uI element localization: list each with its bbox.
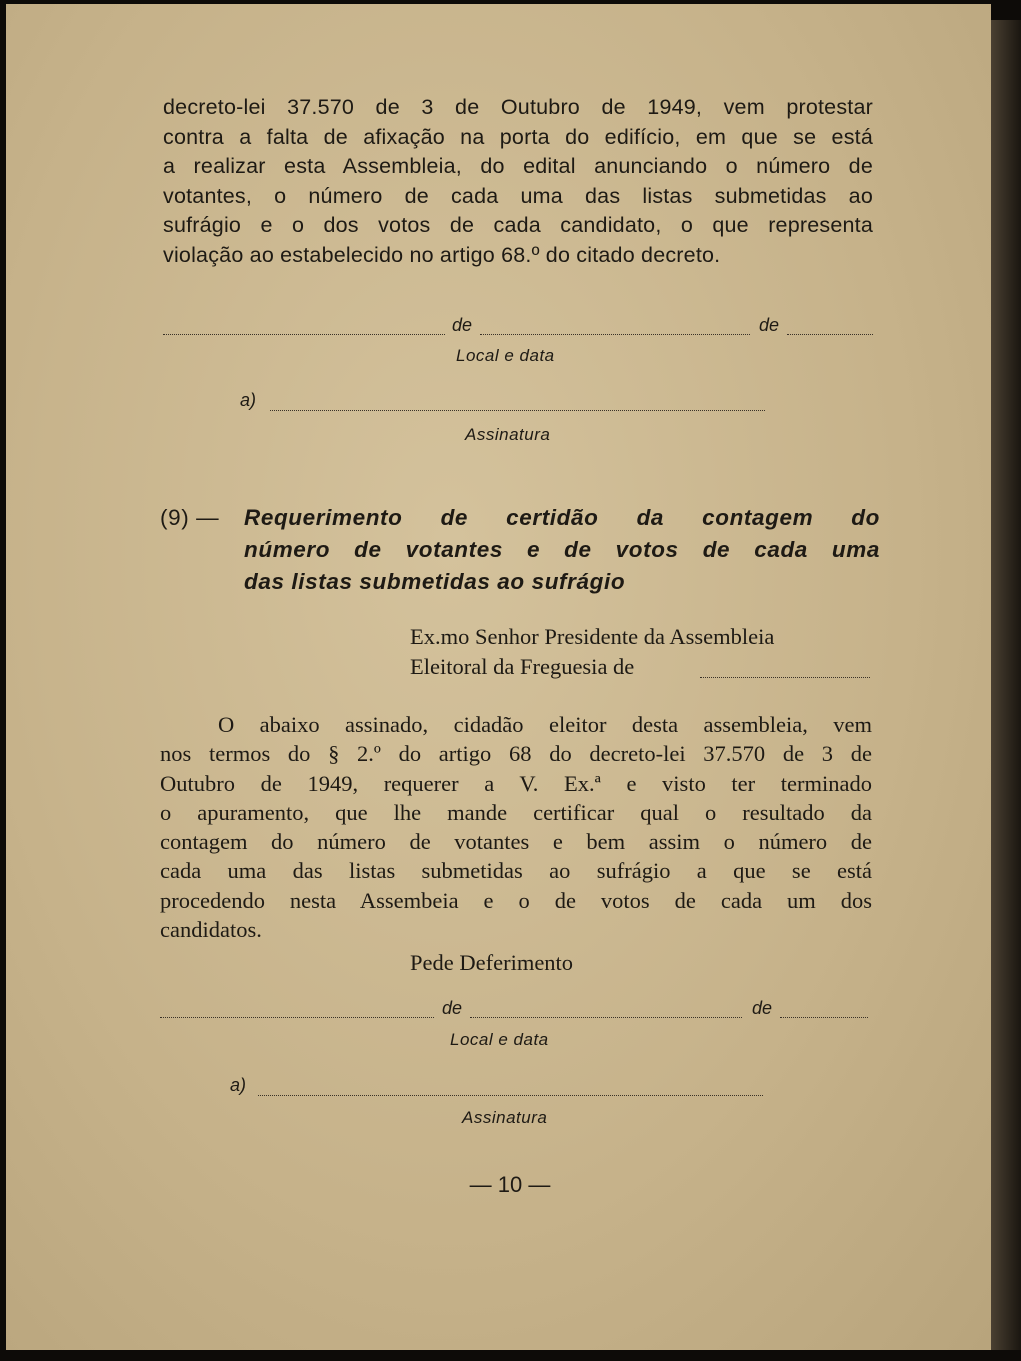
freguesia-blank	[700, 677, 870, 678]
intro-line: decreto-lei 37.570 de 3 de Outubro de 1949, vem protestar	[163, 95, 873, 119]
request-line: procedendo nesta Assembeia e o de votos de cada um dos	[160, 887, 872, 913]
request-line: o apuramento, que lhe mande certificar qual o resultado da	[160, 799, 872, 825]
intro-line: contra a falta de afixação na porta do edifício, em que se está	[163, 124, 873, 149]
section-title-line: das listas submetidas ao sufrágio	[244, 569, 626, 594]
page-number: — 10 —	[469, 1172, 551, 1197]
de-label: de	[452, 315, 473, 335]
de-label: de	[442, 998, 463, 1018]
intro-line: sufrágio e o dos votos de cada candidato, o que representa	[163, 213, 873, 237]
de-label: de	[759, 315, 780, 335]
closing-phrase: Pede Deferimento	[410, 950, 574, 975]
assinatura-caption: Assinatura	[465, 425, 551, 444]
place-blank-1	[163, 334, 445, 335]
de-label: de	[752, 998, 773, 1018]
request-line: nos termos do § 2.º do artigo 68 do decreto-lei 37.570 de 3 de	[160, 741, 872, 767]
addressee-line-1: Ex.mo Senhor Presidente da Assembleia	[410, 624, 775, 649]
request-paragraph	[160, 710, 872, 944]
addressee-line-2: Eleitoral da Freguesia de	[410, 654, 635, 679]
signature-blank-1	[270, 410, 765, 411]
signature-label: a)	[230, 1075, 247, 1095]
section-title-line: Requerimento de certidão da contagem do	[244, 505, 880, 530]
day-blank-2	[470, 1017, 742, 1018]
assinatura-caption: Assinatura	[462, 1108, 548, 1127]
local-data-caption: Local e data	[450, 1030, 549, 1049]
page-edge-shadow	[991, 20, 1021, 1350]
request-line: O abaixo assinado, cidadão eleitor desta assembleia, vem	[218, 712, 872, 737]
year-blank-2	[780, 1017, 868, 1018]
intro-line: votantes, o número de cada uma das listas submetidas ao	[163, 183, 873, 208]
year-blank-1	[787, 334, 873, 335]
signature-label: a)	[240, 390, 257, 410]
day-blank-1	[480, 334, 750, 335]
request-line: contagem do número de votantes e bem assim o número de	[160, 829, 872, 855]
signature-blank-2	[258, 1095, 763, 1096]
section-title-line: número de votantes e de votos de cada uma	[244, 537, 880, 562]
local-data-caption: Local e data	[456, 346, 555, 365]
intro-line: a realizar esta Assembleia, do edital anunciando o número de	[163, 154, 873, 178]
intro-line: violação ao estabelecido no artigo 68.º do citado decreto.	[163, 242, 721, 267]
request-line: candidatos.	[160, 917, 262, 943]
section-number: (9) —	[160, 505, 220, 530]
request-line: Outubro de 1949, requerer a V. Ex.ª e visto ter terminado	[160, 770, 872, 796]
intro-paragraph	[163, 93, 873, 270]
request-line: cada uma das listas submetidas ao sufrágio a que se está	[160, 858, 872, 884]
section-9-heading	[160, 502, 880, 598]
place-blank-2	[160, 1017, 434, 1018]
